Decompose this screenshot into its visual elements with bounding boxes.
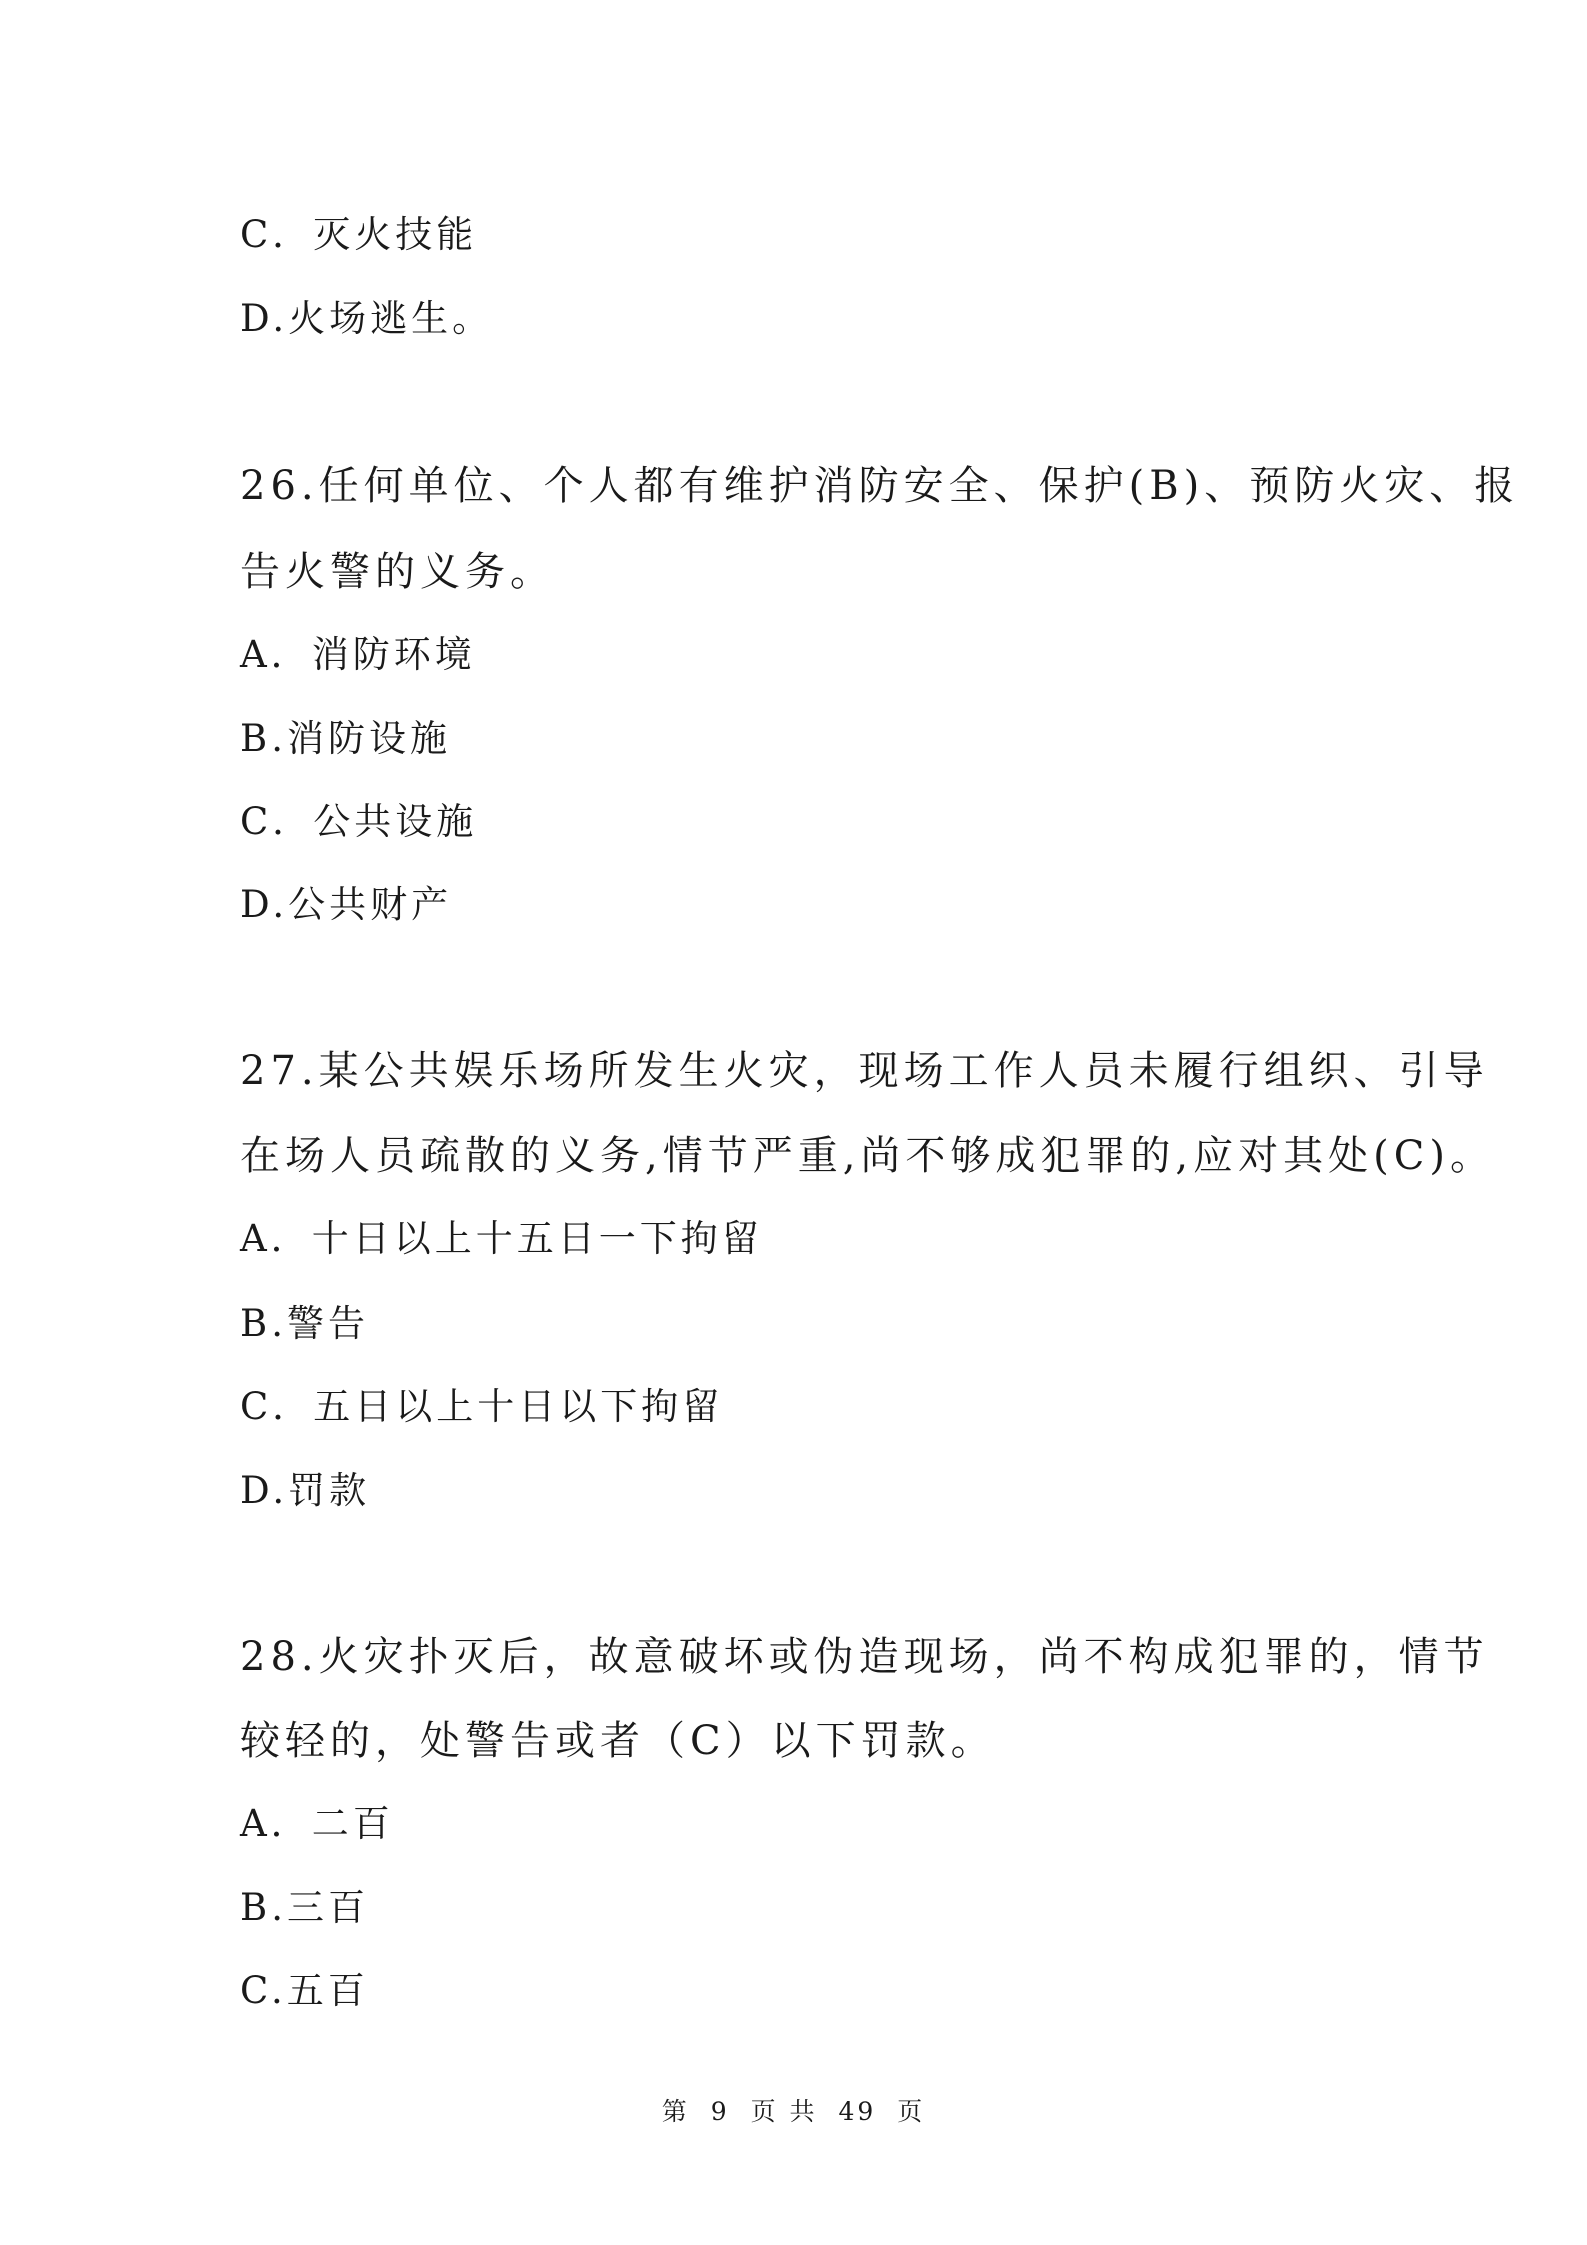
- question-28-option-a: A．二百: [240, 1802, 394, 1845]
- total-pages: 49: [838, 2097, 877, 2126]
- question-26-line-2: 告火警的义务。: [240, 549, 555, 595]
- page-number: 9: [710, 2097, 730, 2126]
- question-26-line-1: 26.任何单位、个人都有维护消防安全、保护(B)、预防火灾、报: [240, 463, 1520, 509]
- question-26-option-d: D.公共财产: [240, 883, 453, 926]
- page-prefix: 第: [661, 2097, 690, 2126]
- question-26-option-c: C．公共设施: [240, 800, 478, 843]
- question-27-option-d: D.罚款: [240, 1469, 371, 1512]
- question-26-option-a: A．消防环境: [240, 633, 476, 676]
- question-28-option-b: B.三百: [240, 1886, 369, 1929]
- page-middle: 页 共: [750, 2097, 818, 2126]
- question-27-option-a: A．十日以上十五日一下拘留: [240, 1217, 763, 1260]
- page-footer: [0, 2094, 1587, 2130]
- option-c-prev: C．灭火技能: [240, 213, 478, 256]
- page-suffix: 页: [897, 2097, 926, 2126]
- question-27-line-1: 27.某公共娱乐场所发生火灾，现场工作人员未履行组织、引导: [240, 1048, 1489, 1094]
- question-27-option-b: B.警告: [240, 1302, 369, 1345]
- question-28-option-c: C.五百: [240, 1969, 369, 2012]
- option-d-prev: D.火场逃生。: [240, 297, 494, 340]
- question-28-line-1: 28.火灾扑灭后，故意破坏或伪造现场，尚不构成犯罪的，情节: [240, 1634, 1489, 1680]
- question-27-line-2: 在场人员疏散的义务,情节严重,尚不够成犯罪的,应对其处(C)。: [240, 1133, 1495, 1179]
- question-27-option-c: C．五日以上十日以下拘留: [240, 1385, 724, 1428]
- question-28-line-2: 较轻的，处警告或者（C）以下罚款。: [240, 1718, 996, 1764]
- question-26-option-b: B.消防设施: [240, 717, 451, 760]
